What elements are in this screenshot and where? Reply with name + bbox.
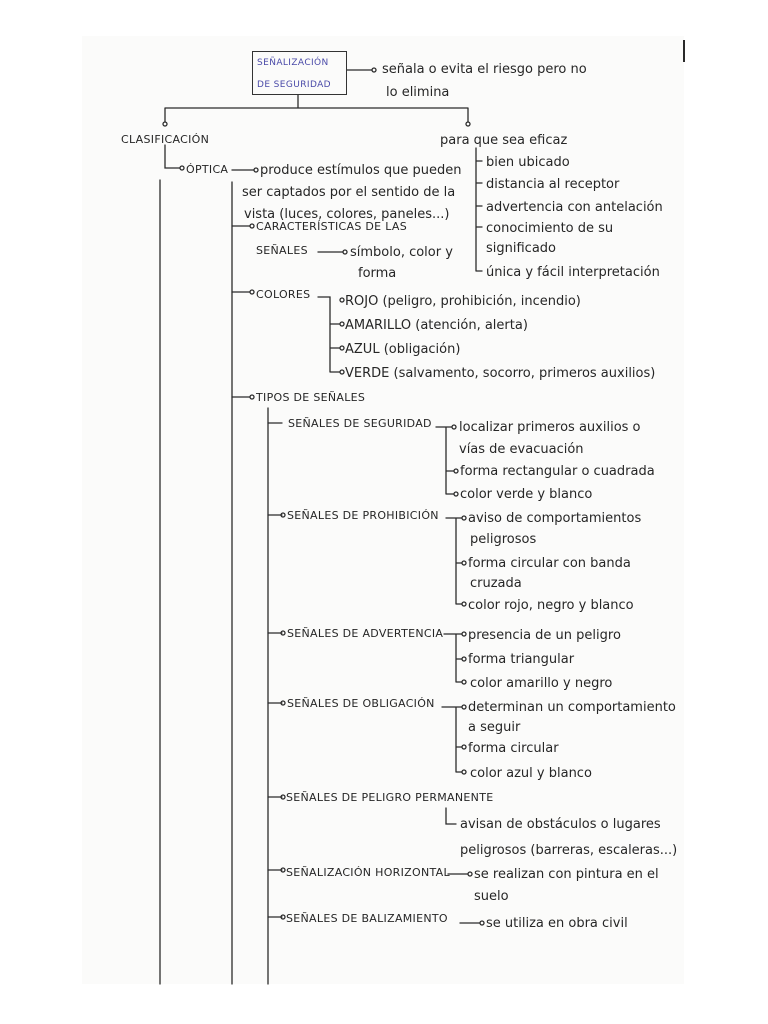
obligacion-label: SEÑALES DE OBLIGACIÓN bbox=[287, 697, 435, 710]
eficaz-item-5: significado bbox=[486, 241, 556, 256]
optica-label: ÓPTICA bbox=[186, 163, 229, 176]
eficaz-item-6: única y fácil interpretación bbox=[486, 265, 660, 280]
advertencia-item-2: forma triangular bbox=[468, 652, 575, 667]
balizamiento-item-1: se utiliza en obra civil bbox=[486, 916, 628, 931]
prohibicion-item-2-line-1: forma circular con banda bbox=[468, 556, 631, 571]
connector-seguridad-bracket bbox=[436, 427, 454, 494]
prohibicion-item-3: color rojo, negro y blanco bbox=[468, 598, 634, 613]
optica-desc-line-2: ser captados por el sentido de la bbox=[242, 185, 456, 200]
clasificacion-title: CLASIFICACIÓN bbox=[121, 133, 210, 146]
seguridad-item-1-line-2: vías de evacuación bbox=[459, 442, 584, 457]
obligacion-item-3: color azul y blanco bbox=[470, 766, 592, 781]
optica-desc-line-1: produce estímulos que pueden bbox=[260, 163, 462, 178]
connector-colores-bracket bbox=[318, 297, 340, 372]
prohibicion-item-2-line-2: cruzada bbox=[470, 576, 522, 591]
caracteristicas-label-line-2: SEÑALES bbox=[256, 244, 308, 257]
caracteristicas-value-line-1: símbolo, color y bbox=[350, 245, 453, 260]
peligro-item-1-line-1: avisan de obstáculos o lugares bbox=[460, 817, 661, 832]
advertencia-item-1: presencia de un peligro bbox=[468, 628, 621, 643]
connector-prohibicion-bracket bbox=[446, 518, 462, 604]
horizontal-label: SEÑALIZACIÓN HORIZONTAL bbox=[286, 866, 450, 879]
obligacion-item-1-line-1: determinan un comportamiento bbox=[468, 700, 676, 715]
color-item-verde: VERDE (salvamento, socorro, primeros auxilios) bbox=[345, 366, 656, 381]
prohibicion-item-1-line-2: peligrosos bbox=[470, 532, 537, 547]
seguridad-item-1-line-1: localizar primeros auxilios o bbox=[459, 420, 641, 435]
connector-peligro-branch bbox=[446, 808, 456, 824]
eficaz-item-3: advertencia con antelación bbox=[486, 200, 663, 215]
seguridad-label: SEÑALES DE SEGURIDAD bbox=[288, 417, 432, 430]
peligro-label: SEÑALES DE PELIGRO PERMANENTE bbox=[286, 791, 494, 804]
connector-obligacion-bracket bbox=[442, 707, 462, 772]
eficaz-item-2: distancia al receptor bbox=[486, 177, 620, 192]
caracteristicas-value-line-2: forma bbox=[358, 266, 397, 281]
color-item-rojo: ROJO (peligro, prohibición, incendio) bbox=[345, 294, 581, 309]
prohibicion-item-1-line-1: aviso de comportamientos bbox=[468, 511, 642, 526]
eficaz-title: para que sea eficaz bbox=[440, 133, 568, 148]
caracteristicas-label-line-1: CARACTERÍSTICAS DE LAS bbox=[256, 220, 408, 233]
eficaz-item-4: conocimiento de su bbox=[486, 221, 614, 236]
advertencia-label: SEÑALES DE ADVERTENCIA bbox=[287, 627, 444, 640]
definition-line-2: lo elimina bbox=[386, 85, 450, 100]
obligacion-item-1-line-2: a seguir bbox=[468, 720, 521, 735]
title-line-2: DE SEGURIDAD bbox=[257, 80, 332, 90]
peligro-item-1-line-2: peligrosos (barreras, escaleras...) bbox=[460, 843, 678, 858]
horizontal-item-1-line-1: se realizan con pintura en el bbox=[474, 867, 659, 882]
obligacion-item-2: forma circular bbox=[468, 741, 559, 756]
color-item-azul: AZUL (obligación) bbox=[345, 342, 461, 357]
connector-eficaz-bracket bbox=[476, 148, 482, 271]
horizontal-item-1-line-2: suelo bbox=[474, 889, 509, 904]
eficaz-item-1: bien ubicado bbox=[486, 155, 570, 170]
color-item-amarillo: AMARILLO (atención, alerta) bbox=[345, 318, 528, 333]
colores-label: COLORES bbox=[256, 288, 311, 301]
optica-desc-line-3: vista (luces, colores, paneles...) bbox=[244, 207, 450, 222]
title-line-1: SEÑALIZACIÓN bbox=[257, 58, 329, 68]
title-box bbox=[252, 51, 347, 95]
connector-advertencia-bracket bbox=[444, 634, 462, 682]
connector-clasificacion-vertical bbox=[165, 145, 180, 168]
tipos-label: TIPOS DE SEÑALES bbox=[256, 391, 366, 404]
definition-line-1: señala o evita el riesgo pero no bbox=[382, 62, 587, 77]
prohibicion-label: SEÑALES DE PROHIBICIÓN bbox=[287, 509, 439, 522]
balizamiento-label: SEÑALES DE BALIZAMIENTO bbox=[286, 912, 448, 925]
seguridad-item-3: color verde y blanco bbox=[460, 487, 593, 502]
advertencia-item-3: color amarillo y negro bbox=[470, 676, 613, 691]
seguridad-item-2: forma rectangular o cuadrada bbox=[460, 464, 655, 479]
